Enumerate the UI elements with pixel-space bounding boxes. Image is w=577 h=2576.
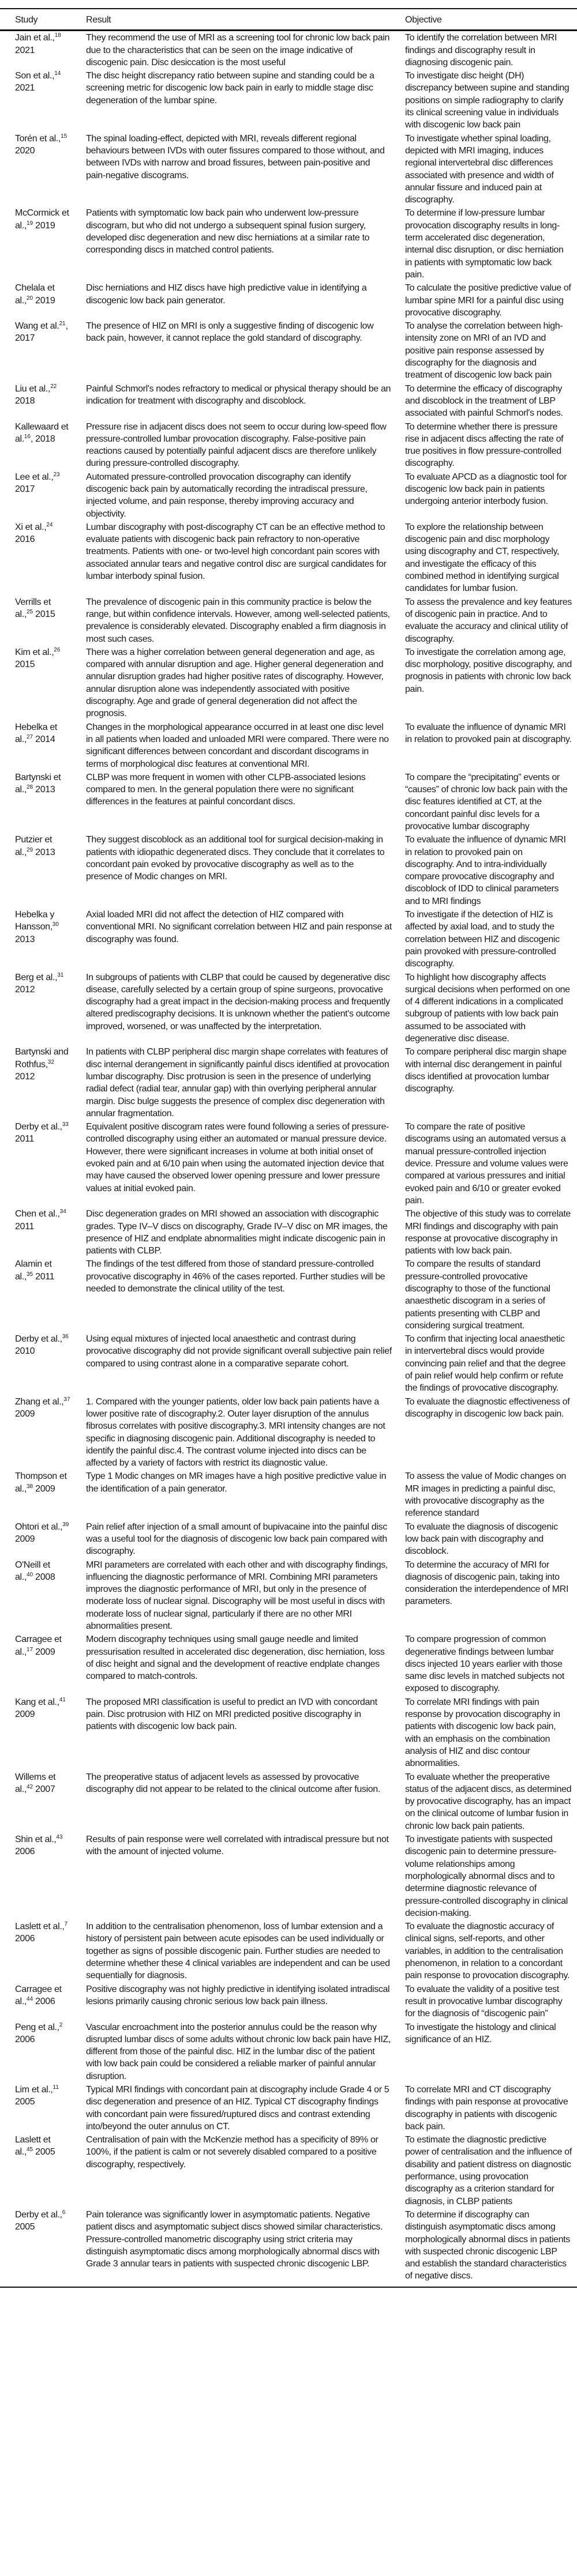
study-year: 2015 xyxy=(15,660,35,670)
study-year: 2019 xyxy=(33,295,55,306)
study-author: Verrills et al., xyxy=(15,597,51,619)
study-cell xyxy=(0,1920,86,1982)
study-year: 2010 xyxy=(15,1346,35,1357)
objective-cell: To estimate the diagnostic predictive power of centralisation and the influence of disability and patient distress on diagnostic performance, using provocation discography as a criterion standard for diagnosis, in CLBP patients xyxy=(405,2135,572,2206)
result-cell: The findings of the test differed from those of standard pressure-controlled provocative discography in 46% of the cases reported. Further studies will be needed to demonstrate the clinical utility of the test. xyxy=(86,1259,385,1294)
study-reference-number: 18 xyxy=(54,32,61,39)
objective-cell: To compare peripheral disc margin shape with internal disc derangement in painful discs identified at provocation lumbar discography. xyxy=(405,1047,567,1094)
study-year: 2005 xyxy=(33,2147,55,2157)
objective-cell: To determine whether there is pressure rise in adjacent discs affecting the rate of true positives in flow pressure-controlled discography. xyxy=(405,421,564,469)
table-row xyxy=(0,971,577,1046)
result-cell: Pressure rise in adjacent discs does not seem to occur during low-speed flow pressure-controlled lumbar provocation discography. False-positive pain reactions caused by potentially painful adjacent discs are therefore unlikely during pressure-controlled discography. xyxy=(86,421,387,469)
objective-cell: To evaluate the diagnosis of discogenic low back pain with discography and discoblock. xyxy=(405,1522,558,1557)
study-author: Son et al., xyxy=(15,71,55,81)
study-cell xyxy=(0,32,86,69)
table-bottom-rule xyxy=(0,2287,577,2288)
study-cell xyxy=(0,1521,86,1558)
study-cell xyxy=(0,1633,86,1694)
study-year: 2008 xyxy=(33,1572,55,1582)
study-reference-number: 39 xyxy=(62,1521,69,1528)
table-row xyxy=(0,1120,577,1207)
table-row xyxy=(0,1633,577,1695)
result-cell: In subgroups of patients with CLBP that could be caused by degenerative disc disease, carefully selected by a certain group of spine surgeons, provocative discography had a great impact in the decision-making process and frequently altered prediscography decisions. It is unknown whether the patient's outcome improved, worsened, or was unaffected by the interpretation. xyxy=(86,972,390,1031)
objective-cell: To investigate patients with suspected discogenic pain to determine pressure-volume relationships among morphologically abnormal discs and to determine diagnostic relevance of pressure-controlled discography in clinical decision-making. xyxy=(405,1835,568,1918)
table-row xyxy=(0,1771,577,1833)
study-cell xyxy=(0,2084,86,2133)
objective-cell: To analyse the correlation between high-intensity zone on MRI of an IVD and positive pain response assessed by discography for the diagnosis and treatment of discogenic low back pain xyxy=(405,321,563,381)
table-row xyxy=(0,1520,577,1558)
objective-cell: To investigate disc height (DH) discrepancy between supine and standing positions on simple radiography to clarify its clinical screening value in individuals with discogenic low back pain xyxy=(405,71,569,130)
study-cell xyxy=(0,1470,86,1519)
table-body xyxy=(0,31,577,2283)
study-reference-number: 19 xyxy=(26,220,33,227)
result-cell: The presence of HIZ on MRI is only a suggestive finding of discogenic low back pain, however, it cannot replace the gold standard of discography. xyxy=(86,321,374,344)
study-author: Derby et al., xyxy=(15,1122,62,1132)
table-row xyxy=(0,281,577,319)
study-cell xyxy=(0,1208,86,1257)
table-row xyxy=(0,1558,577,1633)
objective-cell: To evaluate the diagnostic accuracy of clinical signs, self-reports, and other variables, in addition to the centralisation phenomenon, in relation to a concordant pain response to provocation discography. xyxy=(405,1922,570,1981)
table-row xyxy=(0,1920,577,1982)
study-reference-number: 34 xyxy=(59,1208,66,1215)
study-author: Xi et al., xyxy=(15,522,47,532)
study-cell xyxy=(0,282,86,319)
objective-cell: To investigate the correlation among age, disc morphology, positive discography, and prognosis in patients with chronic low back pain. xyxy=(405,647,572,694)
result-cell: The prevalence of discogenic pain in this community practice is below the range, but within confidence intervals. However, among well-selected patients, prevalence is considerably elevated. Discography enabled a firm diagnosis in most such cases. xyxy=(86,597,390,644)
study-cell xyxy=(0,421,86,470)
study-author: Alamin et al., xyxy=(15,1259,52,1282)
study-author: Lee et al., xyxy=(15,472,54,482)
objective-cell: To investigate the histology and clinical significance of an HIZ. xyxy=(405,2022,556,2044)
table-row xyxy=(0,908,577,970)
objective-cell: To compare progression of common degenerative findings between lumbar discs injected 10 years earlier with those same disc levels in matched subjects not exposed to discography. xyxy=(405,1635,564,1694)
study-cell xyxy=(0,1333,86,1394)
objective-cell: To highlight how discography affects surgical decisions when performed on one of 4 different indications in a complicated subgroup of patients with low back pain assumed to be associated with degenerative disc disease. xyxy=(405,972,570,1044)
study-year: 2016 xyxy=(15,534,35,545)
study-author: O'Neill et al., xyxy=(15,1560,50,1582)
result-cell: Positive discography was not highly predictive in identifying isolated intradiscal lesions primarily causing chronic serious low back pain illness. xyxy=(86,1984,390,2006)
study-cell xyxy=(0,721,86,770)
study-author: Chelala et al., xyxy=(15,283,55,306)
study-author: Laslett et al., xyxy=(15,2135,51,2157)
result-cell: Results of pain response were well correlated with intradiscal pressure but not with the amount of injected volume. xyxy=(86,1835,389,1857)
table-row xyxy=(0,470,577,521)
study-cell xyxy=(0,971,86,1045)
study-author: Berg et al., xyxy=(15,972,58,982)
study-reference-number: 30 xyxy=(52,921,59,928)
study-reference-number: 23 xyxy=(53,471,60,478)
study-year: 2021 xyxy=(15,83,35,93)
study-author: Torén et al., xyxy=(15,133,61,144)
result-cell: Patients with symptomatic low back pain who underwent low-pressure discogram, but who did not undergo a subsequent spinal fusion surgery, developed disc degeneration and new disc herniations at a similar rate to corresponding discs in matched control patients. xyxy=(86,208,370,255)
study-reference-number: 33 xyxy=(62,1121,69,1128)
study-year: 2007 xyxy=(33,1784,55,1794)
study-year: 2009 xyxy=(33,1483,55,1494)
result-cell: Modern discography techniques using small gauge needle and limited pressurisation resulted in accelerated disc degeneration, disc herniation, loss of disc height and signal and the development of reactive endplate changes compared to match-controls. xyxy=(86,1635,385,1682)
table-row xyxy=(0,132,577,207)
study-cell xyxy=(0,2134,86,2208)
study-year: 2014 xyxy=(33,734,55,744)
objective-cell: To determine if discography can distinguish asymptomatic discs among morphologically abnormal discs in patients with suspected chronic discogenic LBP and establish the standard characteristics of negative discs. xyxy=(405,2209,570,2281)
study-reference-number: 14 xyxy=(54,70,61,77)
study-cell xyxy=(0,2209,86,2283)
table-row xyxy=(0,646,577,721)
study-author: Laslett et al., xyxy=(15,1922,65,1932)
study-author: Carragee et al., xyxy=(15,1984,62,2006)
objective-cell: To calculate the positive predictive value of lumbar spine MRI for a painful disc using provocative discography. xyxy=(405,283,571,318)
study-year: 2009 xyxy=(15,1709,35,1720)
result-cell: Pain relief after injection of a small amount of bupivacaine into the painful disc was a useful tool for the diagnosis of discogenic low back pain compared with discography. xyxy=(86,1522,387,1557)
study-cell xyxy=(0,133,86,206)
study-author: Chen et al., xyxy=(15,1209,60,1219)
study-reference-number: 41 xyxy=(59,1696,66,1703)
study-author: Kallewaard et al. xyxy=(15,421,69,444)
result-cell: Painful Schmorl's nodes refractory to medical or physical therapy should be an indication for treatment with discography and discoblock. xyxy=(86,383,391,406)
objective-cell: To investigate whether spinal loading, depicted with MRI imaging, induces regional intervertebral disc differences associated with presence and width of annular fissure and induced pain at discography. xyxy=(405,133,554,205)
objective-cell: To compare the results of standard pressure-controlled provocative discography to those of the functional anaesthetic discogram in a series of patients presenting with CLBP and considering surgical treatment. xyxy=(405,1259,550,1331)
study-author: Jain et al., xyxy=(15,33,55,43)
study-reference-number: 31 xyxy=(57,971,64,978)
study-cell xyxy=(0,207,86,281)
study-author: McCormick et al., xyxy=(15,208,69,231)
study-reference-number: 24 xyxy=(46,521,53,528)
study-reference-number: 43 xyxy=(56,1834,63,1841)
table-row xyxy=(0,2133,577,2208)
table-row xyxy=(0,2021,577,2083)
header-objective: Objective xyxy=(405,15,442,25)
result-cell: Using equal mixtures of injected local anaesthetic and contrast during provocative discography did not provide significant overall subjective pain relief compared to using contrast alone in a comparative separate cohort. xyxy=(86,1334,392,1369)
study-cell xyxy=(0,1559,86,1633)
study-year: 2015 xyxy=(33,609,55,619)
table-row xyxy=(0,2083,577,2133)
table-row xyxy=(0,382,577,420)
study-author: Bartynski and Rothfus, xyxy=(15,1047,69,1069)
study-author: Putzier et al., xyxy=(15,835,53,857)
study-cell xyxy=(0,1983,86,2020)
study-author: Kang et al., xyxy=(15,1697,59,1707)
result-cell: There was a higher correlation between general degeneration and age, as compared with annular disruption and age. Higher general degeneration and annular disruption grades had higher positive rates of discography. However, annular disruption alone was independently associated with positive discography. Age and grade of general degeneration did not affect the prognosis. xyxy=(86,647,384,719)
result-cell: The disc height discrepancy ratio between supine and standing could be a screening metric for discogenic low back pain in early to middle stage disc degeneration of the lumbar spine. xyxy=(86,71,374,106)
table-row xyxy=(0,1045,577,1120)
table-row xyxy=(0,1207,577,1257)
study-author: Wang et al. xyxy=(15,321,59,332)
study-cell xyxy=(0,521,86,595)
table-row xyxy=(0,1696,577,1771)
objective-cell: To evaluate the validity of a positive test result in provocative lumbar discography for the diagnosis of “discogenic pain” xyxy=(405,1984,563,2019)
objective-cell: To evaluate the influence of dynamic MRI in relation to provoked pain on discography. And to intra-individually compare provocative discography and discoblock of IDD to clinical parameters and to MRI findings xyxy=(405,835,566,906)
study-year: 2013 xyxy=(33,847,55,857)
study-author: Willems et al., xyxy=(15,1772,56,1794)
study-reference-number: 15 xyxy=(61,133,68,140)
study-reference-number: 2 xyxy=(59,2021,63,2028)
table-row xyxy=(0,771,577,833)
study-year: 2018 xyxy=(15,396,35,406)
study-year: 2011 xyxy=(33,1271,55,1282)
study-cell xyxy=(0,646,86,720)
study-author: Ohtori et al., xyxy=(15,1522,63,1532)
study-year: 2011 xyxy=(15,1134,35,1144)
objective-cell: To compare the “precipitating” events or “causes” of chronic low back pain with the disc features identified at CT, at the concordant painful disc levels for a provocative lumbar discography xyxy=(405,772,568,831)
result-cell: Equivalent positive discogram rates were found following a series of pressure-controlled discography using either an automated or manual pressure device. However, there were significant increases in volume at both initial onset of evoked pain and at 6/10 pain when using the automated injection device that may have caused the observed lower opening pressure and lower pressure values at initial evoked pain. xyxy=(86,1122,389,1193)
study-reference-number: 22 xyxy=(50,383,57,390)
study-reference-number: 26 xyxy=(54,646,61,653)
result-cell: They suggest discoblock as an additional tool for surgical decision-making in patients with idiopathic degenerated discs. They conclude that it correlates to concordant pain evoked by provocative discography as well as to the presence of Modic changes on MRI. xyxy=(86,835,385,882)
study-reference-number: 20 xyxy=(26,295,33,302)
study-reference-number: 17 xyxy=(26,1646,33,1653)
study-reference-number: 38 xyxy=(26,1483,33,1490)
objective-cell: To evaluate whether the preoperative status of the adjacent discs, as determined by provocative discography, has an impact on the clinical outcome of lumbar fusion in chronic low back pain patients. xyxy=(405,1772,572,1831)
study-reference-number: 27 xyxy=(26,733,33,740)
result-cell: Disc herniations and HIZ discs have high predictive value in identifying a discogenic low back pain generator. xyxy=(86,283,367,306)
study-author: Shin et al., xyxy=(15,1835,57,1845)
table-row xyxy=(0,31,577,69)
study-year: 2021 xyxy=(15,45,35,55)
study-cell xyxy=(0,70,86,131)
study-cell xyxy=(0,1396,86,1470)
table-row xyxy=(0,1983,577,2021)
result-cell: Vascular encroachment into the posterior annulus could be the reason why disrupted lumbar discs of some adults without chronic low back pain have HIZ, different from those of the painful disc. HIZ in the lumbar disc of the patient with low back pain could be considered a reliable marker of painful annular disruption. xyxy=(86,2022,391,2081)
table-row xyxy=(0,2208,577,2283)
result-cell: MRI parameters are correlated with each other and with discography findings, influencing the diagnostic performance of MRI. Combining MRI parameters improves the diagnostic performance of MRI, but only in the presence of moderate loss of nuclear signal. Discography will be most useful in discs with moderate loss of nuclear signal, particularly if there are no other MRI abnormalities present. xyxy=(86,1560,388,1631)
study-reference-number: 7 xyxy=(64,1921,68,1928)
study-reference-number: 44 xyxy=(26,1995,33,2002)
objective-cell: To correlate MRI findings with pain response by provocation discography in patients with discogenic low back pain, with an emphasis on the combination analysis of HIZ and disc contour abnormalities. xyxy=(405,1697,560,1769)
objective-cell: To identify the correlation between MRI findings and discography result in diagnosing discogenic pain. xyxy=(405,33,557,67)
study-author: Derby et al., xyxy=(15,1334,62,1345)
result-cell: The proposed MRI classification is useful to predict an IVD with concordant pain. Disc protrusion with HIZ on MRI predicted positive discography in patients with discogenic low back pain. xyxy=(86,1697,377,1732)
result-cell: CLBP was more frequent in women with other CLPB-associated lesions compared to men. In the general population there were no significant differences in the features at painful concordant discs. xyxy=(86,772,366,807)
table-row xyxy=(0,1395,577,1470)
study-reference-number: 37 xyxy=(63,1396,70,1403)
objective-cell: To compare the rate of positive discograms using an automated versus a manual pressure-controlled injection device. Pressure and volume values were compared at various pressures and initial evoked pain and 6/10 or greater evoked pain. xyxy=(405,1122,568,1206)
table-row xyxy=(0,420,577,470)
table-row xyxy=(0,833,577,908)
result-cell: Typical MRI findings with concordant pain at discography include Grade 4 or 5 disc degeneration and presence of an HIZ. Typical CT discography findings with concordant pain were fissured/ruptured discs and contrast extending into/beyond the outer annulus on CT. xyxy=(86,2084,389,2131)
result-cell: The spinal loading-effect, depicted with MRI, reveals different regional behaviours between IVDs with outer fissures compared to those without, and between IVDs with narrow and broad fissures, between pain-positive and pain-negative discograms. xyxy=(86,133,385,180)
header-result: Result xyxy=(86,15,111,25)
result-cell: Centralisation of pain with the McKenzie method has a specificity of 89% or 100%, if the patient is calm or not severely disabled compared to a positive discography, respectively. xyxy=(86,2135,379,2170)
objective-cell: To correlate MRI and CT discography findings with pain response at provocative discography in patients with discogenic back pain. xyxy=(405,2084,568,2131)
objective-cell: To determine the efficacy of discography and discoblock in the treatment of LBP associated with painful Schmorl's nodes. xyxy=(405,383,563,419)
objective-cell: To investigate if the detection of HIZ is affected by axial load, and to study the correlation between HIZ and discogenic pain provoked with pressure-controlled discography. xyxy=(405,910,560,969)
result-cell: Lumbar discography with post-discography CT can be an effective method to evaluate patients with discogenic back pain refractory to non-operative treatments. Patients with one- or two-level high concordant pain scores with associated annular tears and negative control disc are surgical candidates for lumbar interbody spinal fusion. xyxy=(86,522,387,582)
study-reference-number: 40 xyxy=(26,1571,33,1578)
objective-cell: To determine the accuracy of MRI for diagnosis of discogenic pain, taking into consideration the interdependence of MRI parameters. xyxy=(405,1560,569,1607)
study-cell xyxy=(0,383,86,420)
objective-cell: To confirm that injecting local anaesthetic in intervertebral discs would provide convincing pain relief and that the degree of pain relief would help confirm or refute the findings of provocative discography. xyxy=(405,1334,565,1394)
table-row xyxy=(0,69,577,131)
study-author: Hebelka et al., xyxy=(15,722,57,744)
study-author: Peng et al., xyxy=(15,2022,59,2032)
result-cell: Type 1 Modic changes on MR images have a high positive predictive value in the identification of a pain generator. xyxy=(86,1471,387,1494)
study-reference-number: 6 xyxy=(62,2209,66,2216)
study-reference-number: 29 xyxy=(26,846,33,853)
study-author: Kim et al., xyxy=(15,647,54,657)
study-year: 2006 xyxy=(15,1934,35,1944)
study-cell xyxy=(0,771,86,833)
table-row xyxy=(0,721,577,771)
header-study: Study xyxy=(15,15,38,25)
study-reference-number: 11 xyxy=(53,2084,59,2091)
study-reference-number: 32 xyxy=(47,1059,54,1065)
study-reference-number: 35 xyxy=(26,1271,33,1278)
study-year: , 2018 xyxy=(30,434,55,444)
objective-cell: To determine if low-pressure lumbar provocation discography results in long-term accelerated disc degeneration, internal disc disruption, or disc herniation in patients with symptomatic low back pain. xyxy=(405,208,564,280)
result-cell: Automated pressure-controlled provocation discography can identify discogenic back pain by automatically recording the intradiscal pressure, injected volume, and pain response, thereby improving accuracy and objectivity. xyxy=(86,472,368,519)
study-author: Derby et al., xyxy=(15,2209,62,2220)
result-cell: Changes in the morphological appearance occurred in at least one disc level in all patients when loaded and unloaded MRI were compared. There were no significant differences between concordant and discordant discograms in terms of morphological disc features at conventional MRI. xyxy=(86,722,389,769)
study-year: 2009 xyxy=(15,1408,35,1419)
study-reference-number: 45 xyxy=(26,2146,33,2153)
result-cell: 1. Compared with the younger patients, older low back pain patients have a lower positive rate of discography.2. Outer layer disruption of the annulus fibrosus correlates with positive discography.3. MRI intensity changes are not specific in diagnosing discogenic pain. Additional discography is needed to identify the painful disc.4. The contrast volume injected into discs can be affected by a variety of factors with restrict its diagnostic value. xyxy=(86,1396,385,1468)
table-row xyxy=(0,521,577,596)
objective-cell: To evaluate the diagnostic effectiveness of discography in discogenic low back pain. xyxy=(405,1396,570,1419)
study-reference-number: 16 xyxy=(24,433,31,440)
result-cell: The preoperative status of adjacent levels as assessed by provocative discography did not appear to be related to the clinical outcome after fusion. xyxy=(86,1772,380,1794)
study-author: Zhang et al., xyxy=(15,1396,64,1407)
study-year: 2011 xyxy=(15,1221,35,1231)
study-year: 2009 xyxy=(15,1534,35,1544)
study-year: 2013 xyxy=(15,934,35,944)
table-row xyxy=(0,1257,577,1332)
study-author: Bartynski et al., xyxy=(15,772,61,795)
result-cell: In patients with CLBP peripheral disc margin shape correlates with features of disc internal derangement in significantly painful discs identified at provocation lumbar discography. Disc protrusion is seen in the presence of underlying radial defect (radial tear, annular gap) with thin overlying peripheral annular margin. Disc bulge suggests the presence of complex disc degeneration with annular fragmentation. xyxy=(86,1047,389,1118)
study-cell xyxy=(0,1121,86,1207)
study-reference-number: 21 xyxy=(59,321,66,327)
study-year: 2017 xyxy=(15,484,35,494)
table-row xyxy=(0,1470,577,1520)
study-author: Thompson et al., xyxy=(15,1471,67,1494)
study-cell xyxy=(0,1258,86,1332)
study-year: 2005 xyxy=(15,2097,35,2107)
study-cell xyxy=(0,2021,86,2082)
study-year: 2009 xyxy=(33,1647,55,1657)
study-year: 2013 xyxy=(33,785,55,795)
study-cell xyxy=(0,834,86,907)
study-year: 2006 xyxy=(15,2034,35,2044)
result-cell: They recommend the use of MRI as a screening tool for chronic low back pain due to the characteristics that can be seen on the image indicative of discogenic pain. Disc desiccation is the most useful xyxy=(86,33,390,67)
study-cell xyxy=(0,1771,86,1832)
study-year: 2012 xyxy=(15,984,35,995)
objective-cell: To evaluate APCD as a diagnostic tool for discogenic low back pain in patients undergoing anterior interbody fusion. xyxy=(405,472,567,507)
objective-cell: To assess the value of Modic changes on MR images in predicting a painful disc, with provocative discography as the reference standard xyxy=(405,1471,566,1519)
study-cell xyxy=(0,1046,86,1120)
objective-cell: To evaluate the influence of dynamic MRI in relation to provoked pain at discography. xyxy=(405,722,572,744)
study-cell xyxy=(0,1696,86,1770)
table-row xyxy=(0,596,577,646)
table-row xyxy=(0,1833,577,1920)
table-row xyxy=(0,1332,577,1395)
objective-cell: To explore the relationship between discogenic pain and disc morphology using discography and CT, respectively, and investigate the efficacy of this combined method in identifying surgical candidates for lumbar fusion. xyxy=(405,522,560,594)
study-cell xyxy=(0,909,86,970)
study-year: , 2017 xyxy=(15,321,68,344)
study-year: 2019 xyxy=(33,220,55,231)
study-year: 2020 xyxy=(15,145,35,156)
result-cell: Axial loaded MRI did not affect the detection of HIZ compared with conventional MRI. No significant correlation between HIZ and pain response at discography was found. xyxy=(86,910,392,944)
result-cell: In addition to the centralisation phenomenon, loss of lumbar extension and a history of persistent pain between acute episodes can be used individually or together as signs of possible discogenic pain. Further studies are needed to determine whether these 4 clinical variables are independent and can be used sequentially for diagnosis. xyxy=(86,1922,390,1981)
study-reference-number: 42 xyxy=(26,1783,33,1790)
study-year: 2006 xyxy=(33,1996,55,2006)
study-author: Liu et al., xyxy=(15,383,51,394)
objective-cell: The objective of this study was to correlate MRI findings and discography with pain response at provocative discography in patients with low back pain. xyxy=(405,1209,571,1256)
study-year: 2006 xyxy=(15,1847,35,1857)
study-year: 2005 xyxy=(15,2222,35,2232)
study-reference-number: 36 xyxy=(62,1334,69,1340)
study-author: Lim et al., xyxy=(15,2084,53,2095)
result-cell: Pain tolerance was significantly lower in asymptomatic patients. Negative patient discs and asymptomatic subject discs showed similar characteristics. Pressure-controlled manometric discography using strict criteria may distinguish asymptomatic discs among morphologically abnormal discs with Grade 3 annular tears in patients with suspected chronic discogenic LBP. xyxy=(86,2209,383,2269)
study-cell xyxy=(0,471,86,520)
study-reference-number: 25 xyxy=(26,608,33,615)
study-cell xyxy=(0,1833,86,1919)
study-year: 2012 xyxy=(15,1071,35,1082)
study-cell xyxy=(0,596,86,645)
table-header-row xyxy=(0,9,577,29)
result-cell: Disc degeneration grades on MRI showed an association with discographic grades. Type IV–V discs on discography, Grade IV–V disc on MR images, the presence of HIZ and endplate abnormalities might indicate discogenic pain in patients with CLBP. xyxy=(86,1209,388,1256)
objective-cell: To assess the prevalence and key features of discogenic pain in practice. And to evaluate the accuracy and clinical utility of discography. xyxy=(405,597,572,644)
study-reference-number: 28 xyxy=(26,784,33,791)
study-author: Carragee et al., xyxy=(15,1635,62,1657)
study-cell xyxy=(0,320,86,381)
study-author: Hebelka y Hansson, xyxy=(15,910,54,932)
table-row xyxy=(0,319,577,382)
table-row xyxy=(0,206,577,281)
